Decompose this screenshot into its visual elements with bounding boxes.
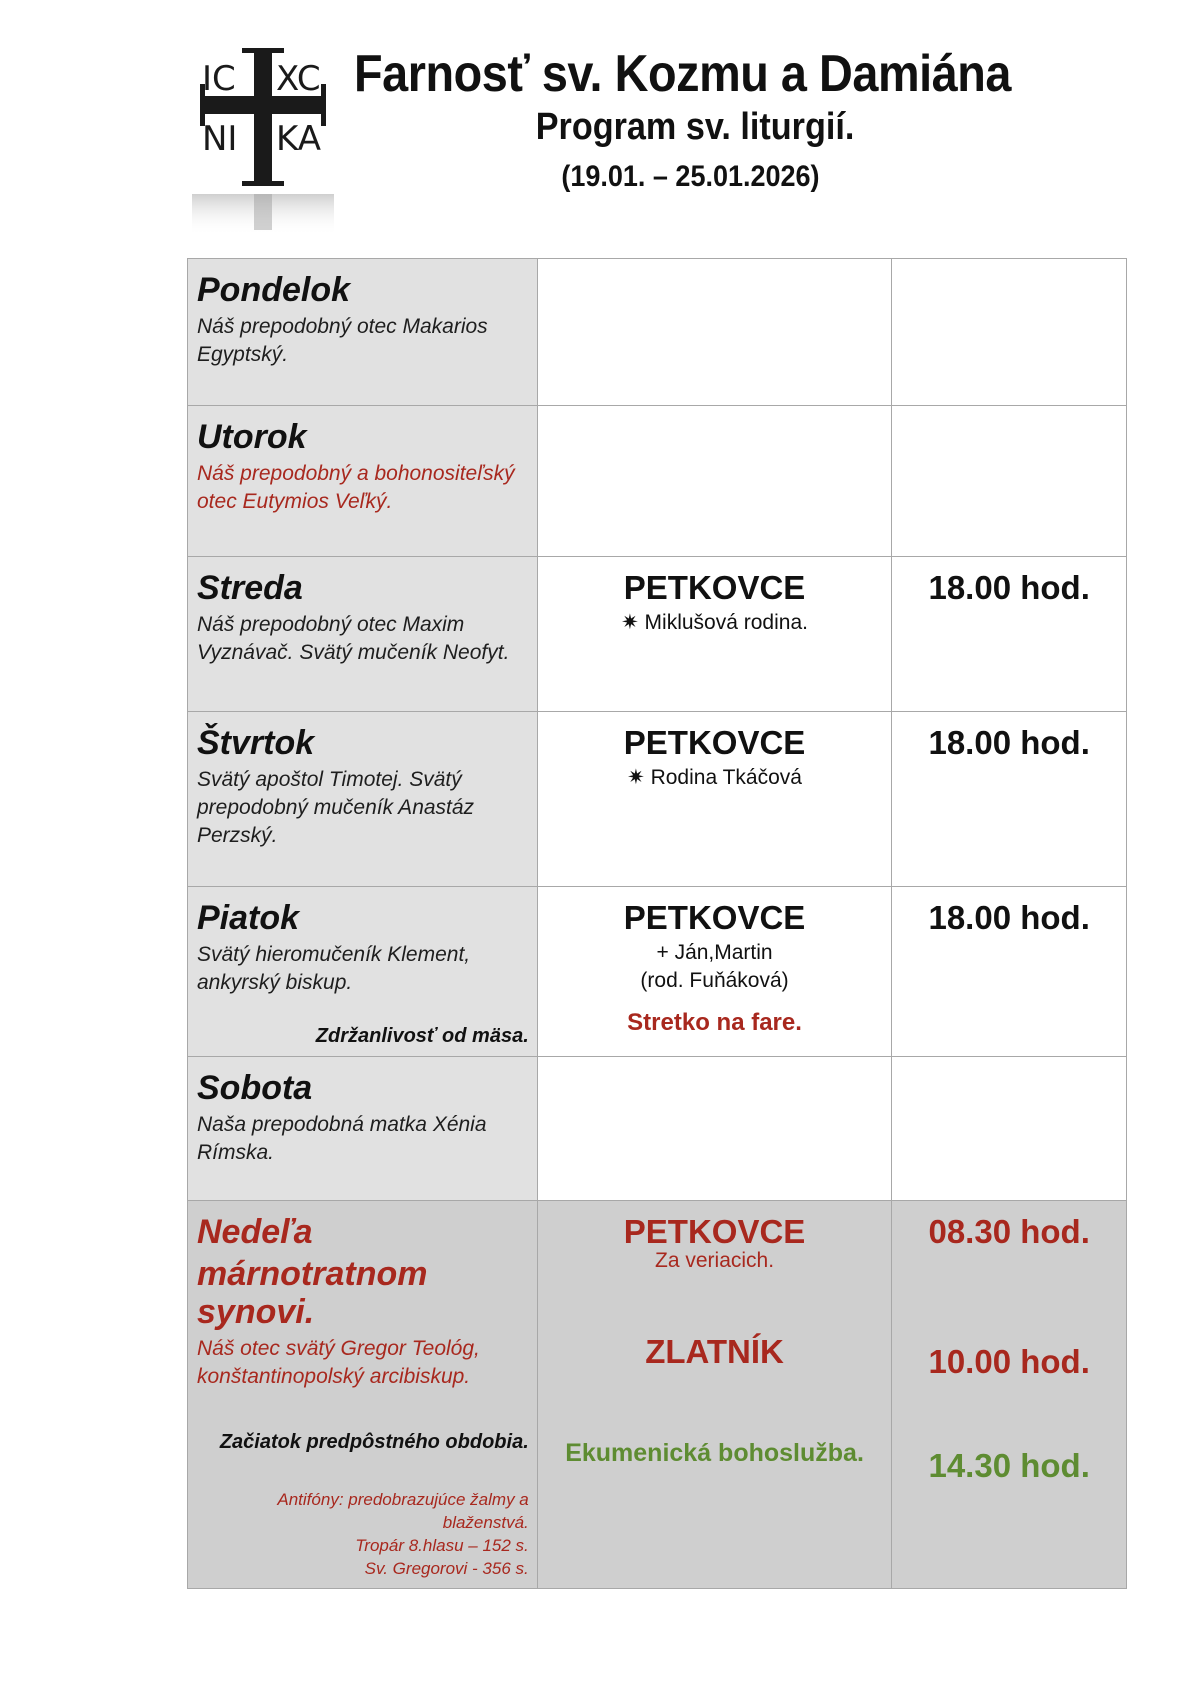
intention-text: Za veriacich. <box>655 1249 775 1272</box>
place-cell <box>537 887 892 1057</box>
place-name: ZLATNÍK <box>645 1333 784 1370</box>
time-text: 14.30 hod. <box>928 1447 1090 1484</box>
place-name: PETKOVCE <box>623 724 806 761</box>
day-name: Sobota <box>197 1069 313 1107</box>
place-name: PETKOVCE <box>623 1213 806 1250</box>
event-text: Stretko na fare. <box>627 1009 802 1036</box>
logo-letters-ni: NI <box>202 119 238 159</box>
day-cell <box>188 712 538 887</box>
lent-note: Začiatok predpôstného obdobia. <box>219 1431 529 1453</box>
fasting-note: Zdržanlivosť od mäsa. <box>315 1025 529 1047</box>
time-text: 08.30 hod. <box>928 1213 1090 1250</box>
tropar-text: Tropár 8.hlasu – 152 s. <box>355 1536 529 1555</box>
logo-letters-ka: KA <box>276 119 321 159</box>
place-cell <box>537 406 892 557</box>
time-text: 18.00 hod. <box>928 899 1090 936</box>
schedule-table <box>187 258 1127 1589</box>
table-row <box>188 557 1127 712</box>
date-range: (19.01. – 25.01.2026) <box>560 160 820 193</box>
saint-text: Svätý apoštol Timotej. Svätý prepodobný mučeník Anastáz Perzský. <box>197 768 475 847</box>
day-name: Utorok <box>197 418 307 456</box>
day-cell <box>188 406 538 557</box>
intention-text: ✷ Miklušová rodina. <box>621 611 808 634</box>
antifony-text: Antifóny: predobrazujúce žalmy a blaženstvá. <box>277 1490 529 1532</box>
day-cell <box>188 1057 538 1201</box>
time-cell <box>892 887 1127 1057</box>
time-text: 18.00 hod. <box>928 569 1090 606</box>
place-cell <box>537 557 892 712</box>
saint-text: Náš otec svätý Gregor Teológ, konštantinopolský arcibiskup. <box>197 1337 480 1388</box>
day-name: Piatok <box>197 899 300 937</box>
time-text: 18.00 hod. <box>928 724 1090 761</box>
page-subtitle: Program sv. liturgií. <box>535 106 855 148</box>
place-name: PETKOVCE <box>623 569 806 606</box>
saint-text: Naša prepodobná matka Xénia Rímska. <box>197 1113 487 1164</box>
logo-letters-xc: XC <box>276 59 321 99</box>
day-cell <box>188 887 538 1057</box>
intention-text: (rod. Fuňáková) <box>640 969 789 992</box>
saint-text: Náš prepodobný otec Maxim Vyznávač. Svätý mučeník Neofyt. <box>197 613 510 664</box>
gregor-text: Sv. Gregorovi - 356 s. <box>364 1559 529 1578</box>
table-row <box>188 1201 1127 1589</box>
saint-text: Svätý hieromučeník Klement, ankyrský biskup. <box>197 943 471 994</box>
place-cell <box>537 712 892 887</box>
place-cell <box>537 1201 892 1589</box>
place-cell <box>537 1057 892 1201</box>
logo-letters-ic: IC <box>202 59 236 99</box>
table-row <box>188 259 1127 406</box>
time-text: 10.00 hod. <box>928 1343 1090 1380</box>
event-text: Ekumenická bohoslužba. <box>565 1439 864 1467</box>
place-cell <box>537 259 892 406</box>
day-cell <box>188 259 538 406</box>
day-name: Streda <box>197 569 303 607</box>
table-row <box>188 712 1127 887</box>
time-cell <box>892 406 1127 557</box>
day-name: Nedeľa <box>197 1213 313 1251</box>
time-cell <box>892 712 1127 887</box>
time-cell <box>892 1201 1127 1589</box>
time-cell <box>892 557 1127 712</box>
day-cell <box>188 1201 538 1589</box>
table-row <box>188 887 1127 1057</box>
day-cell <box>188 557 538 712</box>
page-title: Farnosť sv. Kozmu a Damiána <box>354 45 1011 103</box>
intention-text: + Ján,Martin <box>656 941 773 964</box>
day-name: Štvrtok <box>197 724 315 762</box>
saint-text: Náš prepodobný a bohonositeľský otec Eutymios Veľký. <box>197 462 515 513</box>
saint-text: Náš prepodobný otec Makarios Egyptský. <box>197 315 488 366</box>
day-name: Pondelok <box>197 271 351 309</box>
day-name-subtitle: márnotratnom synovi. <box>197 1255 428 1331</box>
place-name: PETKOVCE <box>623 899 806 936</box>
time-cell <box>892 259 1127 406</box>
table-row <box>188 1057 1127 1201</box>
intention-text: ✷ Rodina Tkáčová <box>627 766 802 789</box>
time-cell <box>892 1057 1127 1201</box>
table-row <box>188 406 1127 557</box>
